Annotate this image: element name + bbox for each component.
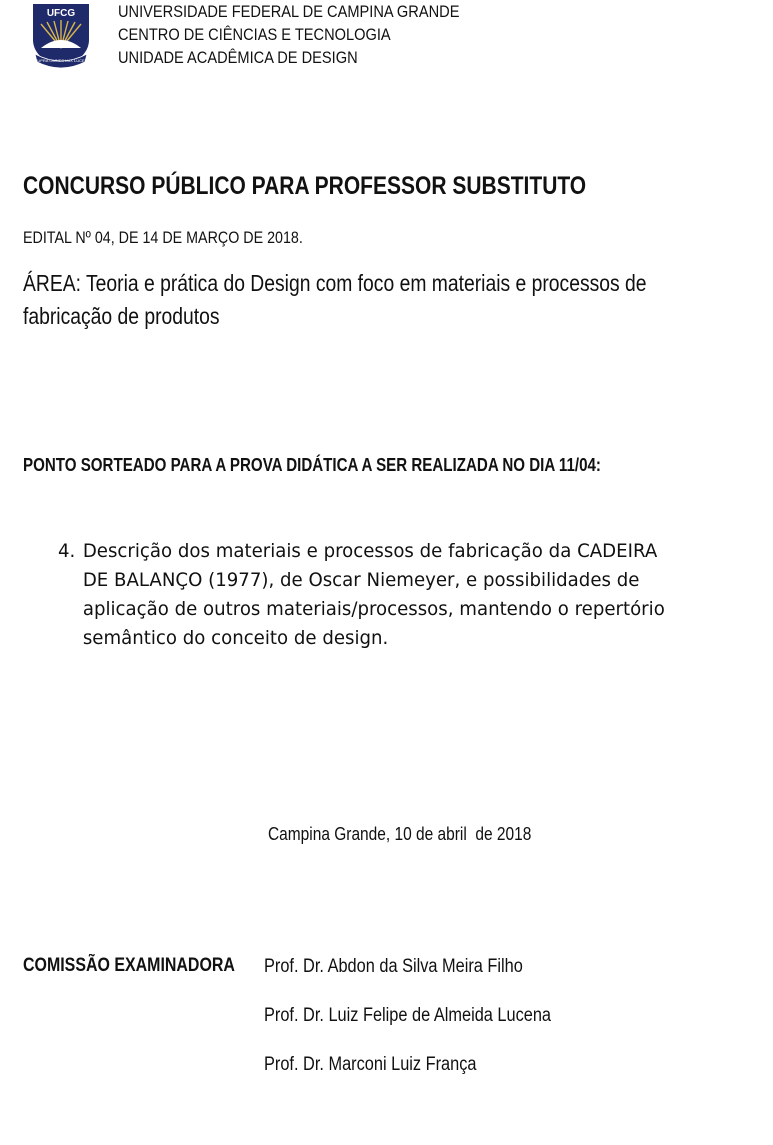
commission-member: Prof. Dr. Luiz Felipe de Almeida Lucena xyxy=(264,1005,552,1026)
area-line-2: fabricação de produtos xyxy=(23,303,220,329)
topic-number: 4. xyxy=(58,540,76,562)
logo-text: UFCG xyxy=(46,8,76,19)
ufcg-shield-icon xyxy=(25,2,97,72)
area-line-1: ÁREA: Teoria e prática do Design com foco em materiais e processos de xyxy=(23,270,647,296)
ufcg-logo xyxy=(25,2,97,72)
commission-member: Prof. Dr. Marconi Luiz França xyxy=(264,1054,477,1075)
document-title: CONCURSO PÚBLICO PARA PROFESSOR SUBSTITUTO xyxy=(23,172,587,200)
ponto-heading: PONTO SORTEADO PARA A PROVA DIDÁTICA A SER REALIZADA NO DIA 11/04: xyxy=(23,455,601,475)
unit-name: UNIDADE ACADÊMICA DE DESIGN xyxy=(118,48,358,67)
commission-member: Prof. Dr. Abdon da Silva Meira Filho xyxy=(264,956,523,977)
edital-line: EDITAL Nº 04, DE 14 DE MARÇO DE 2018. xyxy=(23,228,303,247)
area-description xyxy=(23,267,695,333)
logo-motto: SUPRA OMNES LUX LUCES xyxy=(34,58,88,63)
commission-label: COMISSÃO EXAMINADORA xyxy=(23,955,235,976)
place-date: Campina Grande, 10 de abril de 2018 xyxy=(268,824,532,844)
topic-text: Descrição dos materiais e processos de fabricação da CADEIRA DE BALANÇO (1977), de Oscar Niemeyer, e possibilidades de aplicação de outros materiais/processos, mantendo o repertório semântico do conceito de design. xyxy=(82,540,665,649)
drawn-topic xyxy=(58,537,688,653)
center-name: CENTRO DE CIÊNCIAS E TECNOLOGIA xyxy=(118,25,391,44)
institution-name: UNIVERSIDADE FEDERAL DE CAMPINA GRANDE xyxy=(118,2,460,21)
